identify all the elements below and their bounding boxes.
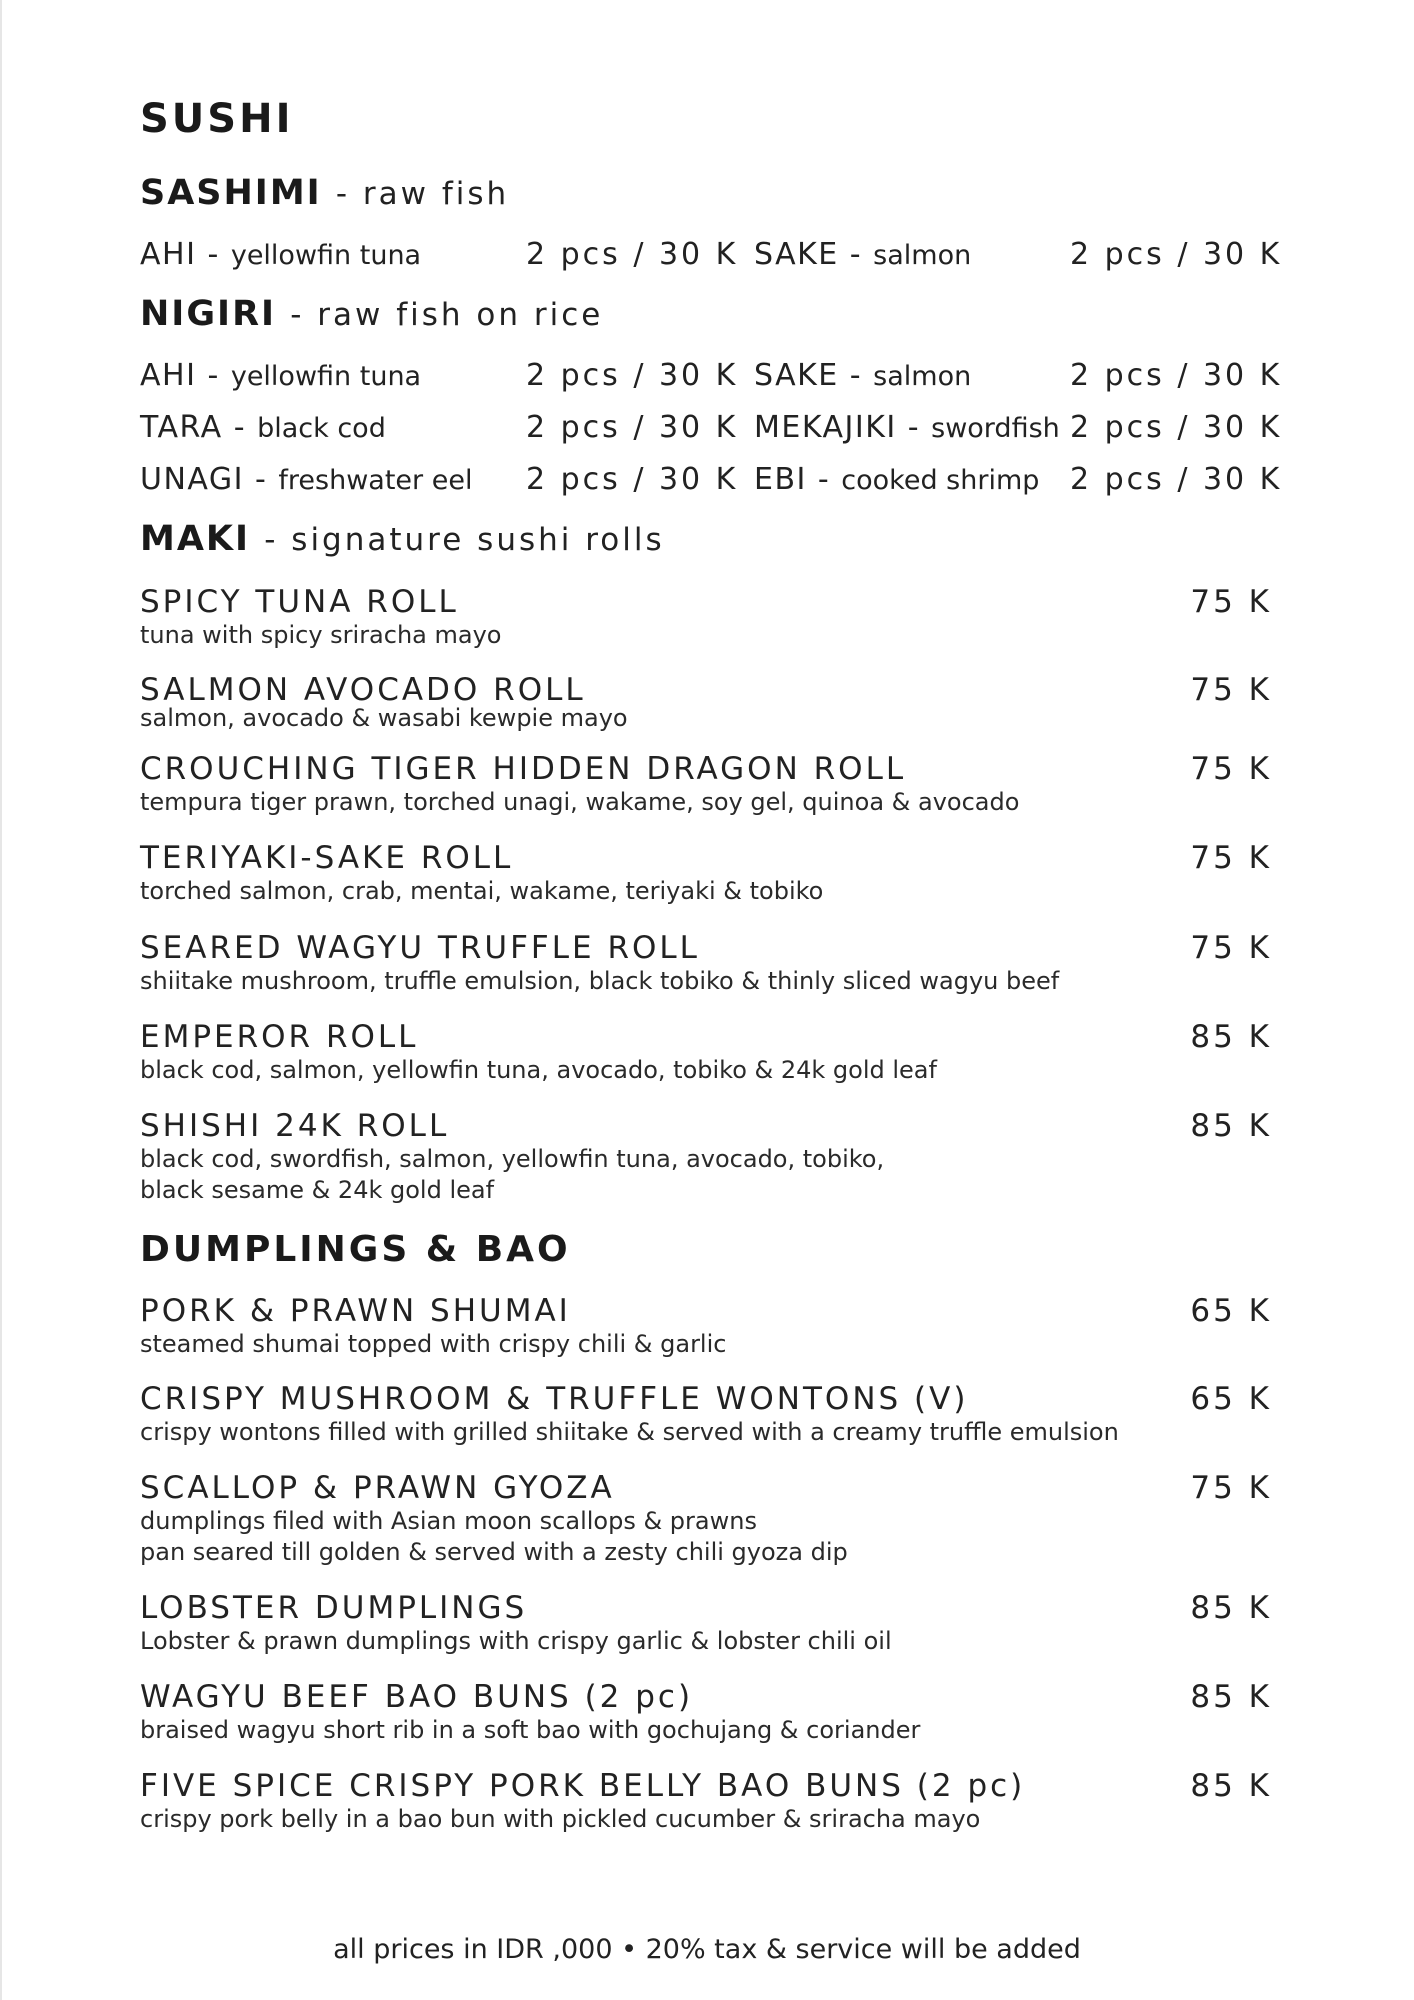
menu-item-price: 2 pcs / 30 K xyxy=(526,462,739,497)
menu-item-desc: black sesame & 24k gold leaf xyxy=(140,1176,495,1204)
menu-item-price: 75 K xyxy=(1190,840,1272,876)
menu-item-desc: dumplings filed with Asian moon scallops & prawns xyxy=(140,1507,757,1535)
menu-item xyxy=(140,584,1272,651)
menu-item xyxy=(140,1590,1272,1657)
menu-item xyxy=(140,672,1272,734)
menu-item-desc: torched salmon, crab, mentai, wakame, teriyaki & tobiko xyxy=(140,877,824,905)
section-title-dumplings: DUMPLINGS & BAO xyxy=(140,1229,571,1270)
menu-item-desc: Lobster & prawn dumplings with crispy garlic & lobster chili oil xyxy=(140,1627,892,1655)
menu-item-price: 65 K xyxy=(1190,1381,1272,1417)
menu-item-name: PORK & PRAWN SHUMAI xyxy=(140,1293,571,1329)
menu-item-price: 75 K xyxy=(1190,584,1272,620)
menu-item-name: AHI - yellowfin tuna xyxy=(140,358,422,393)
menu-item-price: 75 K xyxy=(1190,930,1272,966)
menu-item-price: 2 pcs / 30 K xyxy=(1070,358,1283,393)
menu-item-price: 65 K xyxy=(1190,1293,1272,1329)
menu-item-desc: tempura tiger prawn, torched unagi, wakame, soy gel, quinoa & avocado xyxy=(140,788,1020,816)
menu-item xyxy=(140,1768,1272,1835)
menu-item-price: 75 K xyxy=(1190,1470,1272,1506)
menu-item-name: WAGYU BEEF BAO BUNS (2 pc) xyxy=(140,1679,694,1715)
menu-item-desc: crispy wontons filled with grilled shiitake & served with a creamy truffle emulsion xyxy=(140,1418,1119,1446)
menu-item-price: 85 K xyxy=(1190,1108,1272,1144)
menu-item-price: 2 pcs / 30 K xyxy=(1070,237,1283,272)
menu-item-price: 85 K xyxy=(1190,1590,1272,1626)
menu-item-price: 85 K xyxy=(1190,1679,1272,1715)
menu-item-price: 2 pcs / 30 K xyxy=(1070,462,1283,497)
menu-item-desc: pan seared till golden & served with a zesty chili gyoza dip xyxy=(140,1538,848,1566)
menu-item-name: TERIYAKI-SAKE ROLL xyxy=(140,840,514,876)
page-edge xyxy=(0,0,2,2000)
menu-item-desc: tuna with spicy sriracha mayo xyxy=(140,621,502,649)
menu-item xyxy=(140,1108,1272,1206)
menu-item-name: SEARED WAGYU TRUFFLE ROLL xyxy=(140,930,700,966)
menu-item-name: FIVE SPICE CRISPY PORK BELLY BAO BUNS (2 pc) xyxy=(140,1768,1026,1804)
menu-item-name: SAKE - salmon xyxy=(754,358,972,393)
menu-item xyxy=(140,1470,1272,1568)
menu-item-price: 2 pcs / 30 K xyxy=(1070,410,1283,445)
menu-item-name: EBI - cooked shrimp xyxy=(754,462,1040,497)
menu-item-desc: black cod, salmon, yellowfin tuna, avocado, tobiko & 24k gold leaf xyxy=(140,1056,937,1084)
menu-item xyxy=(140,1381,1272,1448)
menu-item xyxy=(140,1019,1272,1086)
menu-item xyxy=(140,1679,1272,1746)
menu-item xyxy=(140,930,1272,997)
menu-item xyxy=(140,840,1272,907)
menu-item-price: 2 pcs / 30 K xyxy=(526,237,739,272)
section-title-sushi: SUSHI xyxy=(140,96,294,142)
menu-item-name: CRISPY MUSHROOM & TRUFFLE WONTONS (V) xyxy=(140,1381,969,1417)
menu-item-name: LOBSTER DUMPLINGS xyxy=(140,1590,528,1626)
menu-item-name: UNAGI - freshwater eel xyxy=(140,462,473,497)
nigiri-desc: - raw fish on rice xyxy=(290,297,604,333)
menu-item-price: 75 K xyxy=(1190,751,1272,787)
sashimi-title: SASHIMI xyxy=(140,173,322,213)
menu-item-name: SALMON AVOCADO ROLL xyxy=(140,672,586,708)
menu-item-name: CROUCHING TIGER HIDDEN DRAGON ROLL xyxy=(140,751,907,787)
menu-item-desc: black cod, swordfish, salmon, yellowfin tuna, avocado, tobiko, xyxy=(140,1145,885,1173)
sashimi-desc: - raw fish xyxy=(335,176,510,212)
maki-title: MAKI xyxy=(140,519,251,559)
menu-item-name: AHI - yellowfin tuna xyxy=(140,237,422,272)
menu-item xyxy=(140,1293,1272,1360)
menu-item xyxy=(140,751,1272,818)
menu-item-desc: salmon, avocado & wasabi kewpie mayo xyxy=(140,704,628,732)
menu-item-desc: braised wagyu short rib in a soft bao with gochujang & coriander xyxy=(140,1716,921,1744)
menu-item-price: 2 pcs / 30 K xyxy=(526,358,739,393)
menu-item-desc: shiitake mushroom, truffle emulsion, black tobiko & thinly sliced wagyu beef xyxy=(140,967,1060,995)
menu-item-name: SPICY TUNA ROLL xyxy=(140,584,459,620)
menu-item-price: 85 K xyxy=(1190,1768,1272,1804)
subsection-title-maki xyxy=(140,519,665,559)
menu-item-desc: crispy pork belly in a bao bun with pickled cucumber & sriracha mayo xyxy=(140,1805,981,1833)
subsection-title-nigiri xyxy=(140,294,603,334)
menu-item-desc: steamed shumai topped with crispy chili & garlic xyxy=(140,1330,727,1358)
subsection-title-sashimi xyxy=(140,173,509,213)
menu-item-name: MEKAJIKI - swordfish xyxy=(754,410,1060,445)
menu-item-name: TARA - black cod xyxy=(140,410,386,445)
menu-item-price: 75 K xyxy=(1190,672,1272,708)
maki-desc: - signature sushi rolls xyxy=(264,522,665,558)
menu-item-price: 2 pcs / 30 K xyxy=(526,410,739,445)
nigiri-title: NIGIRI xyxy=(140,294,277,334)
footer-note: all prices in IDR ,000 • 20% tax & service will be added xyxy=(333,1934,1081,1965)
menu-item-name: SAKE - salmon xyxy=(754,237,972,272)
menu-item-name: SHISHI 24K ROLL xyxy=(140,1108,450,1144)
menu-item-name: EMPEROR ROLL xyxy=(140,1019,419,1055)
menu-item-name: SCALLOP & PRAWN GYOZA xyxy=(140,1470,615,1506)
menu-item-price: 85 K xyxy=(1190,1019,1272,1055)
